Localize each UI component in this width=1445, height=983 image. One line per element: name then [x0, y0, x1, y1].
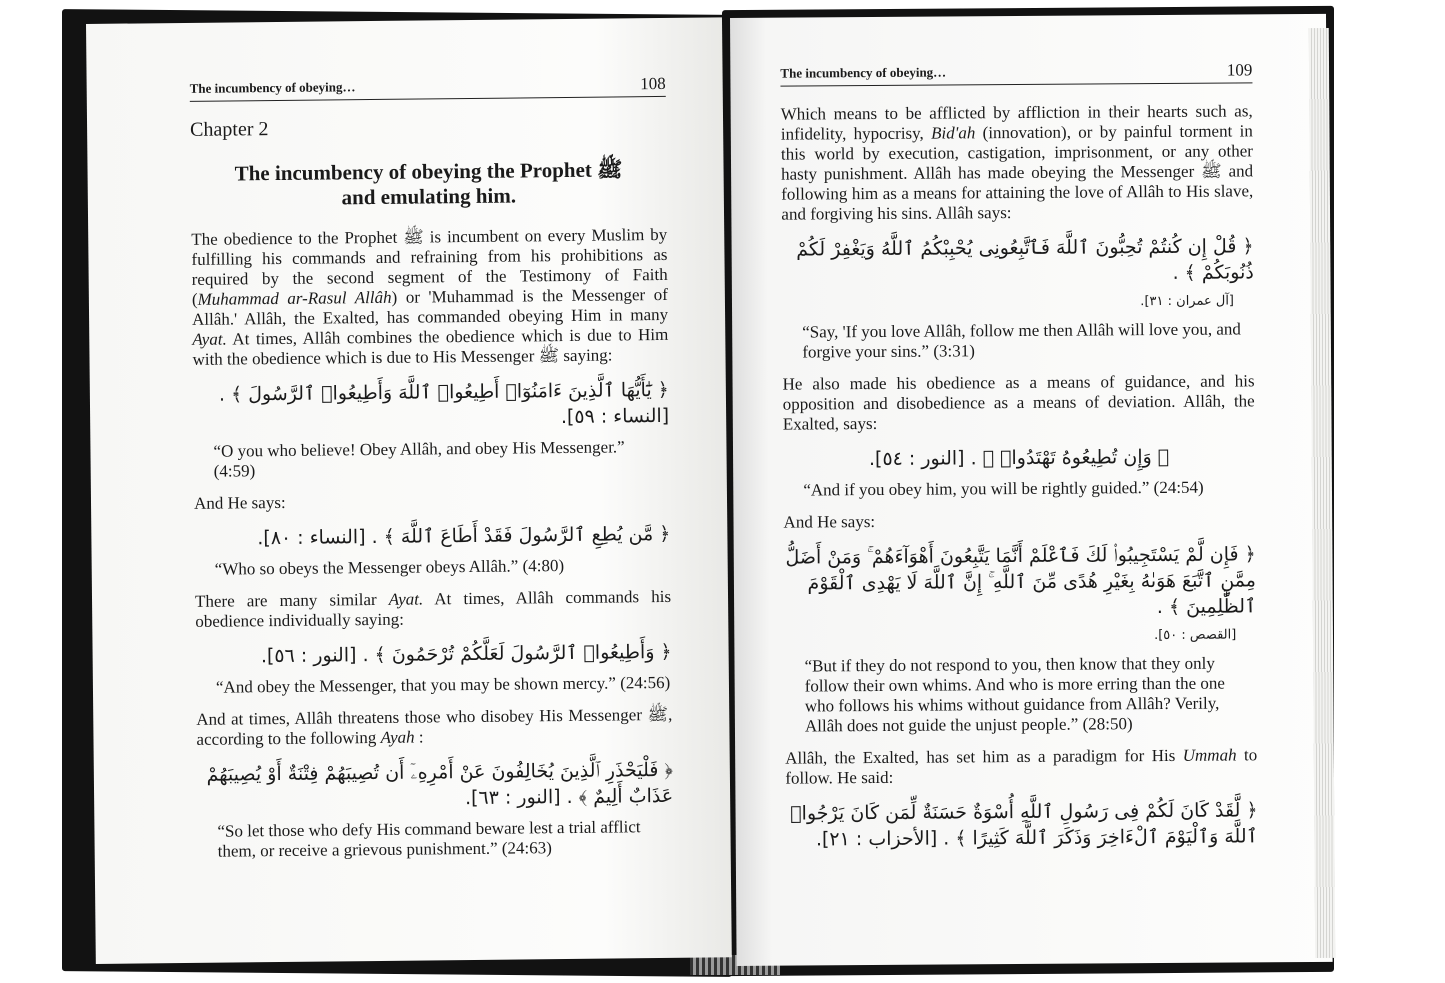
running-title: The incumbency of obeying… — [780, 64, 947, 81]
verse-translation: “And if you obey him, you will be rightly guided.” (24:54) — [803, 477, 1204, 500]
paragraph: He also made his obedience as a means of guidance, and his opposition and disobedience as a means of deviation. Allâh, the Exalted, says: — [782, 371, 1255, 434]
text: Allâh, the Exalted, has set him as a paradigm for His — [785, 745, 1183, 768]
text: At times, Allâh commands his obedience individually saying: — [195, 586, 672, 631]
quran-verse: ﴿ مَّن يُطِعِ ٱلرَّسُولَ فَقَدْ أَطَاعَ ٱللَّهَ ﴾ . [النساء : ٨٠]. — [257, 522, 671, 550]
italic-text: Bid'ah — [931, 123, 976, 143]
quran-verse: ﴿ وَأَطِيعُوا۟ ٱلرَّسُولَ لَعَلَّكُمْ تُرْحَمُونَ ﴾ . [النور : ٥٦]. — [260, 640, 672, 668]
left-page — [86, 17, 732, 964]
chapter-heading — [190, 157, 666, 212]
verse-translation: “Say, 'If you love Allâh, follow me then Allâh will love you, and forgive your sins.” (3:31) — [802, 319, 1241, 362]
verse-translation: “And obey the Messenger, that you may be shown mercy.” (24:56) — [215, 672, 671, 697]
quran-verse: ﴿ لَّقَدْ كَانَ لَكُمْ فِى رَسُولِ ٱللَّهِ أُسْوَةٌ حَسَنَةٌ لِّمَن كَانَ يَرْجُوا۟ ٱللَّهَ وَٱلْيَوْمَ ٱلْءَاخِرَ وَذَكَرَ ٱللَّهَ كَثِيرًا ﴾ . [الأحزاب : ٢١]. — [790, 799, 1258, 851]
left-page-content — [190, 74, 674, 874]
italic-text: Ayat. — [388, 589, 424, 609]
paragraph — [785, 745, 1257, 788]
italic-text: Ummah — [1182, 745, 1237, 765]
text: to follow. He said: — [785, 745, 1258, 788]
text: : — [414, 727, 424, 747]
paragraph — [196, 705, 672, 750]
verse-reference: [آل عمران : ٣١]. — [1140, 293, 1235, 310]
quran-verse: ﴿ وَإِن تُطِيعُوهُ تَهْتَدُوا۟ ﴾ . [النور : ٥٤]. — [868, 445, 1170, 471]
text: (innovation), or by painful torment in this world by execution, castigation, imprisonment, or any other hasty punishment. Allâh has made obeying the Messenger ﷺ and following him as a means for attaining the love of Allâh to His slave, and forgiving his sins. Allâh says: — [780, 121, 1254, 224]
running-head — [190, 74, 666, 102]
text: Which means to be afflicted by affliction in their hearts such as, infidelity, hypocrisy, — [780, 101, 1253, 144]
chapter-label: Chapter 2 — [189, 118, 269, 141]
heading-line: and emulating him. — [341, 183, 517, 210]
text: At times, Allâh combines the obedience which is due to Him with the obedience which is due to His Messenger ﷺ saying: — [192, 324, 669, 369]
paragraph — [191, 225, 668, 370]
italic-text: Ayat. — [192, 329, 227, 349]
page-number: 108 — [640, 73, 666, 94]
italic-text: Muhammad ar-Rasul Allâh — [197, 287, 392, 309]
paragraph: And He says: — [783, 511, 876, 532]
verse-translation: “Who so obeys the Messenger obeys Allâh.” (4:80) — [214, 556, 565, 579]
text: The obedience to the Prophet ﷺ is incumbent on every Muslim by fulfilling his commands and refraining from his prohibitions as required by the second segment of the Testimony of Faith ( — [191, 224, 668, 309]
page-number: 109 — [1226, 60, 1253, 80]
text: And at times, Allâh threatens those who disobey His Messenger ﷺ, according to the following — [196, 704, 673, 749]
right-page-content — [780, 60, 1258, 860]
italic-text: Ayah — [380, 727, 415, 747]
verse-reference: [القصص : ٥٠]. — [1154, 627, 1237, 644]
quran-verse: ﴿ يَٰٓأَيُّهَا ٱلَّذِينَ ءَامَنُوٓا۟ أَطِيعُوا۟ ٱللَّهَ وَأَطِيعُوا۟ ٱلرَّسُولَ ﴾ . [النساء : ٥٩]. — [218, 378, 670, 429]
quran-verse: ﴿ قُلْ إِن كُنتُمْ تُحِبُّونَ ٱللَّهَ فَٱتَّبِعُونِى يُحْبِبْكُمُ ٱللَّهُ وَيَغْفِرْ لَكُمْ ذُنُوبَكُمْ ﴾ . — [796, 235, 1254, 284]
verse-translation: “O you who believe! Obey Allâh, and obey His Messenger.” (4:59) — [213, 437, 625, 481]
quran-verse: ﴿ فَلْيَحْذَرِ ٱلَّذِينَ يُخَالِفُونَ عَنْ أَمْرِهِۦٓ أَن تُصِيبَهُمْ فِتْنَةٌ أَوْ يُصِيبَهُمْ عَذَابٌ أَلِيمٌ ﴾ . [النور : ٦٣]. — [206, 758, 674, 810]
verse-translation: “But if they do not respond to you, then know that they only follow their own whims. And who is more erring than the one who follows his whims without guidance from Allâh? Verily, Allâh does not guide the unjust people.” (28:50) — [804, 653, 1225, 736]
paragraph — [195, 587, 671, 632]
running-title: The incumbency of obeying… — [189, 79, 356, 96]
text: ) or 'Muhammad is the Messenger of Allâh.' Allâh, the Exalted, has commanded obeying Him in many — [191, 284, 669, 329]
verse-translation: “So let those who defy His command beware lest a trial afflict them, or receive a grievous punishment.” (24:63) — [217, 817, 641, 861]
running-head — [780, 60, 1252, 86]
right-page — [730, 14, 1333, 966]
quran-verse: ﴿ فَإِن لَّمْ يَسْتَجِيبُوا۟ لَكَ فَٱعْلَمْ أَنَّمَا يَتَّبِعُونَ أَهْوَآءَهُمْ ۚ وَمَنْ أَضَلُّ مِمَّنِ ٱتَّبَعَ هَوَىٰهُ بِغَيْرِ هُدًى مِّنَ ٱللَّهِ ۚ إِنَّ ٱللَّهَ لَا يَهْدِى ٱلْقَوْمَ ٱلظَّٰلِمِينَ ﴾ . — [785, 543, 1257, 619]
paragraph — [781, 101, 1254, 224]
paragraph: And He says: — [193, 492, 286, 513]
heading-line: The incumbency of obeying the Prophet ﷺ — [234, 157, 623, 186]
text: There are many similar — [194, 589, 389, 611]
